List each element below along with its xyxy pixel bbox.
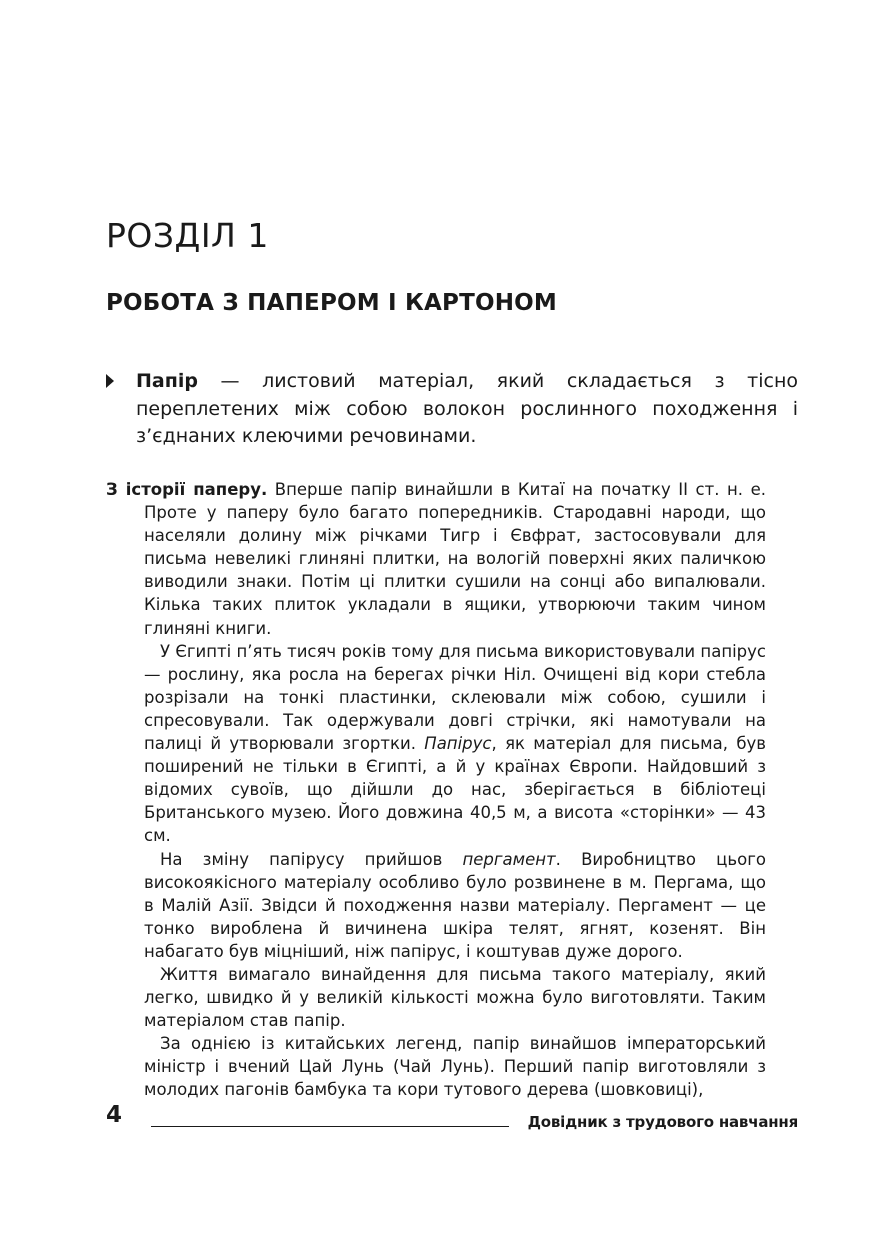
triangle-marker-icon (106, 374, 114, 388)
paragraph-text: . Виробництво цього високоякісного матеріалу особливо було розвинене в м. Пергама, що в Малій Азії. Звідси й походження назви матеріалу. Пергамент — це тонко вироблена й вичинена шкіра телят, ягнят, козенят. Він набагато був міцніший, ніж папірус, і коштував дуже дорого. (144, 849, 766, 961)
paragraph-text: За однією із китайських легенд, папір винайшов імператорський міністр і вчений Цай Лунь (Чай Лунь). Перший папір виготовляли з молодих пагонів бамбука та кори тутового дерева (шовковиці), (144, 1034, 766, 1100)
paragraph-legend (106, 1032, 766, 1101)
chapter-title: РОЗДІЛ 1 (106, 216, 269, 255)
definition-body: — листовий матеріал, який складається з тісно переплетених між собою волокон рослинного походження і з’єднаних клеючими речовинами. (136, 370, 798, 447)
definition-block (106, 368, 798, 451)
paragraph-need (106, 963, 766, 1032)
run-in-heading: З історії паперу. (106, 480, 268, 499)
paragraph-papyrus (106, 640, 766, 848)
paragraph-history (106, 478, 766, 640)
running-book-title: Довідник з трудового навчання (527, 1113, 798, 1131)
body-text (106, 478, 766, 1102)
footer-rule (151, 1126, 509, 1127)
page-number: 4 (106, 1102, 123, 1128)
paragraph-text: У Єгипті п’ять тисяч років тому для письма використовували папірус — рослину, яка росла на берегах річки Ніл. Очищені від кори стебла розрізали на тонкі пластинки, склеювали між собою, сушили і спресовували. Так одержували довгі стрічки, які намотували на палиці й утворювали згортки. (144, 641, 766, 754)
page-footer (106, 1100, 798, 1140)
paragraph-parchment (106, 848, 766, 963)
definition-text (136, 368, 798, 451)
italic-term: Папірус (424, 734, 492, 754)
paragraph-text: Вперше папір винайшли в Китаї на початку II ст. н. е. Проте у паперу було багато попередників. Стародавні народи, що населяли долину між річками Тигр і Євфрат, застосовували для письма невеликі глиняні плитки, на вологій поверхні яких паличкою виводили знаки. Потім ці плитки сушили на сонці або випалювали. Кілька таких плиток укладали в ящики, утворюючи таким чином глиняні книги. (144, 480, 766, 638)
definition-term: Папір (136, 370, 198, 392)
section-title: РОБОТА З ПАПЕРОМ І КАРТОНОМ (106, 290, 558, 316)
paragraph-text: На зміну папірусу прийшов (160, 849, 463, 869)
italic-term: пергамент (462, 849, 556, 869)
paragraph-text: , як матеріал для письма, був поширений не тільки в Єгипті, а й у країнах Європи. Найдовший з відомих сувоїв, що дійшли до нас, зберігається в бібліотеці Британського музею. Його довжина 40,5 м, а висота «сторінки» — 43 см. (144, 734, 766, 846)
paragraph-text: Життя вимагало винайдення для письма такого матеріалу, який легко, швидко й у великій кількості можна було виготовляти. Таким матеріалом став папір. (144, 964, 766, 1031)
